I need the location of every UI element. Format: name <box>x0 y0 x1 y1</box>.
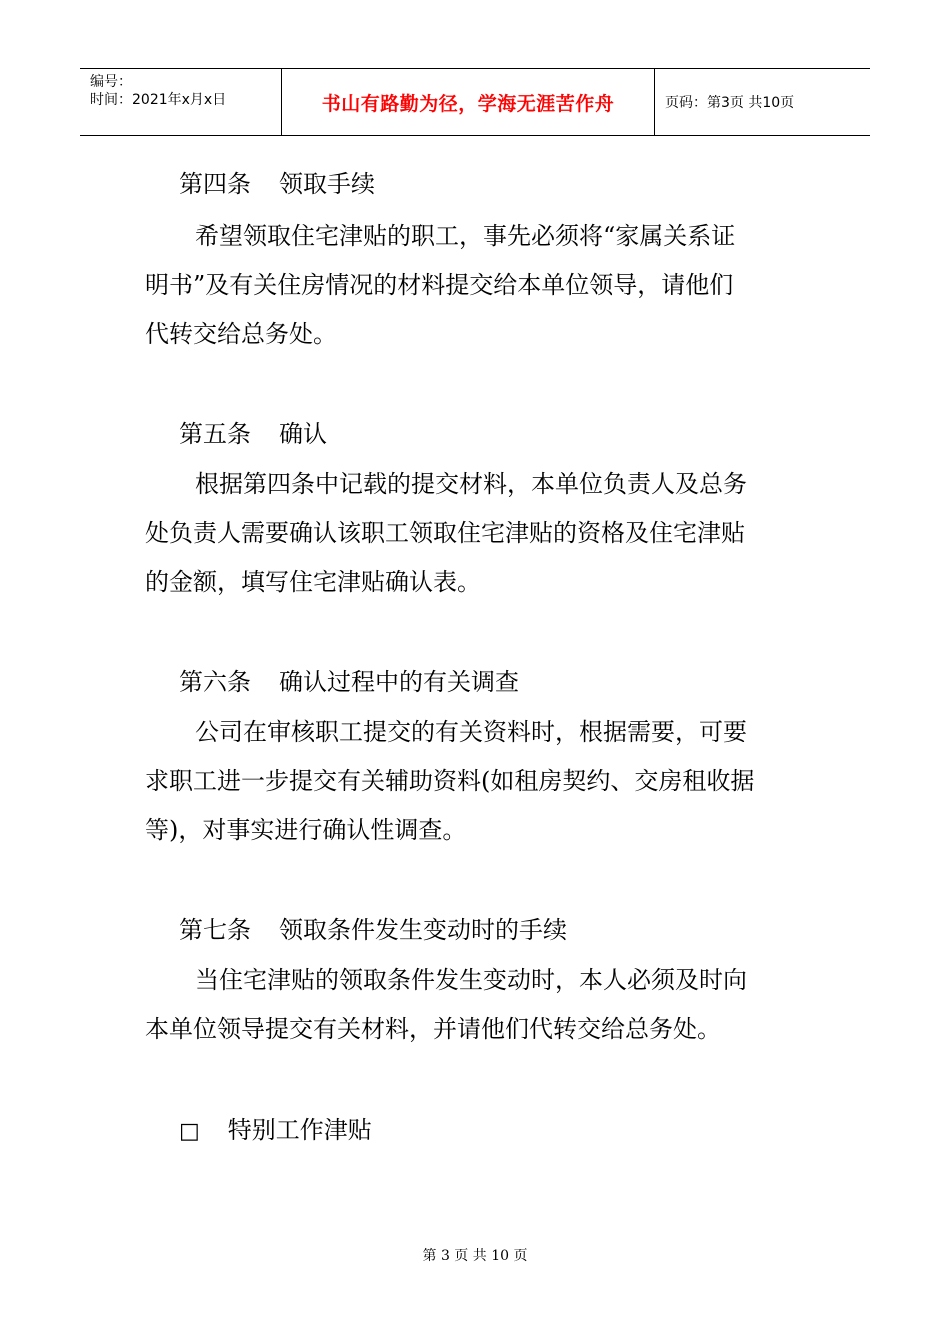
header-motto-cell <box>282 69 655 135</box>
paragraph-line: 等)，对事实进行确认性调查。 <box>145 816 467 844</box>
paragraph-line: 的金额，填写住宅津贴确认表。 <box>145 568 481 596</box>
section-heading <box>179 906 829 955</box>
paragraph-line: 本单位领导提交有关材料，并请他们代转交给总务处。 <box>145 1015 721 1043</box>
section-title: 确认 <box>279 420 327 448</box>
paragraph-line: 明书”及有关住房情况的材料提交给本单位领导，请他们 <box>145 271 734 299</box>
header-page-info: 页码：第3页 共10页 <box>665 95 795 111</box>
section-number: 第七条 <box>179 916 251 944</box>
page-footer: 第 3 页 共 10 页 <box>422 1248 528 1264</box>
paragraph-line: 公司在审核职工提交的有关资料时，根据需要，可要 <box>195 718 747 746</box>
section-title: 确认过程中的有关调查 <box>279 668 519 696</box>
section-title: 领取条件发生变动时的手续 <box>279 916 567 944</box>
header-meta-cell <box>80 69 282 135</box>
page-header <box>80 68 870 136</box>
section-heading <box>179 658 829 707</box>
section-heading <box>179 160 829 209</box>
paragraph-line: 当住宅津贴的领取条件发生变动时，本人必须及时向 <box>195 966 747 994</box>
checkbox-icon: □ <box>179 1119 200 1144</box>
paragraph-line: 根据第四条中记载的提交材料，本单位负责人及总务 <box>195 470 747 498</box>
section-title: 领取手续 <box>279 170 375 198</box>
bullet-text: 特别工作津贴 <box>227 1116 372 1144</box>
document-number-label: 编号： <box>90 74 132 90</box>
section-heading <box>179 410 829 459</box>
bullet-item <box>179 1106 829 1156</box>
paragraph-line: 求职工进一步提交有关辅助资料(如租房契约、交房租收据 <box>145 767 755 795</box>
section-number: 第六条 <box>179 668 251 696</box>
document-date: 时间：2021年x月x日 <box>90 92 227 108</box>
paragraph-line: 处负责人需要确认该职工领取住宅津贴的资格及住宅津贴 <box>145 519 745 547</box>
paragraph-line: 希望领取住宅津贴的职工，事先必须将“家属关系证 <box>195 222 736 250</box>
header-motto: 书山有路勤为径，学海无涯苦作舟 <box>321 92 615 115</box>
section-number: 第五条 <box>179 420 251 448</box>
paragraph-line: 代转交给总务处。 <box>145 320 337 348</box>
section-number: 第四条 <box>179 170 251 198</box>
header-page-cell <box>655 69 870 135</box>
